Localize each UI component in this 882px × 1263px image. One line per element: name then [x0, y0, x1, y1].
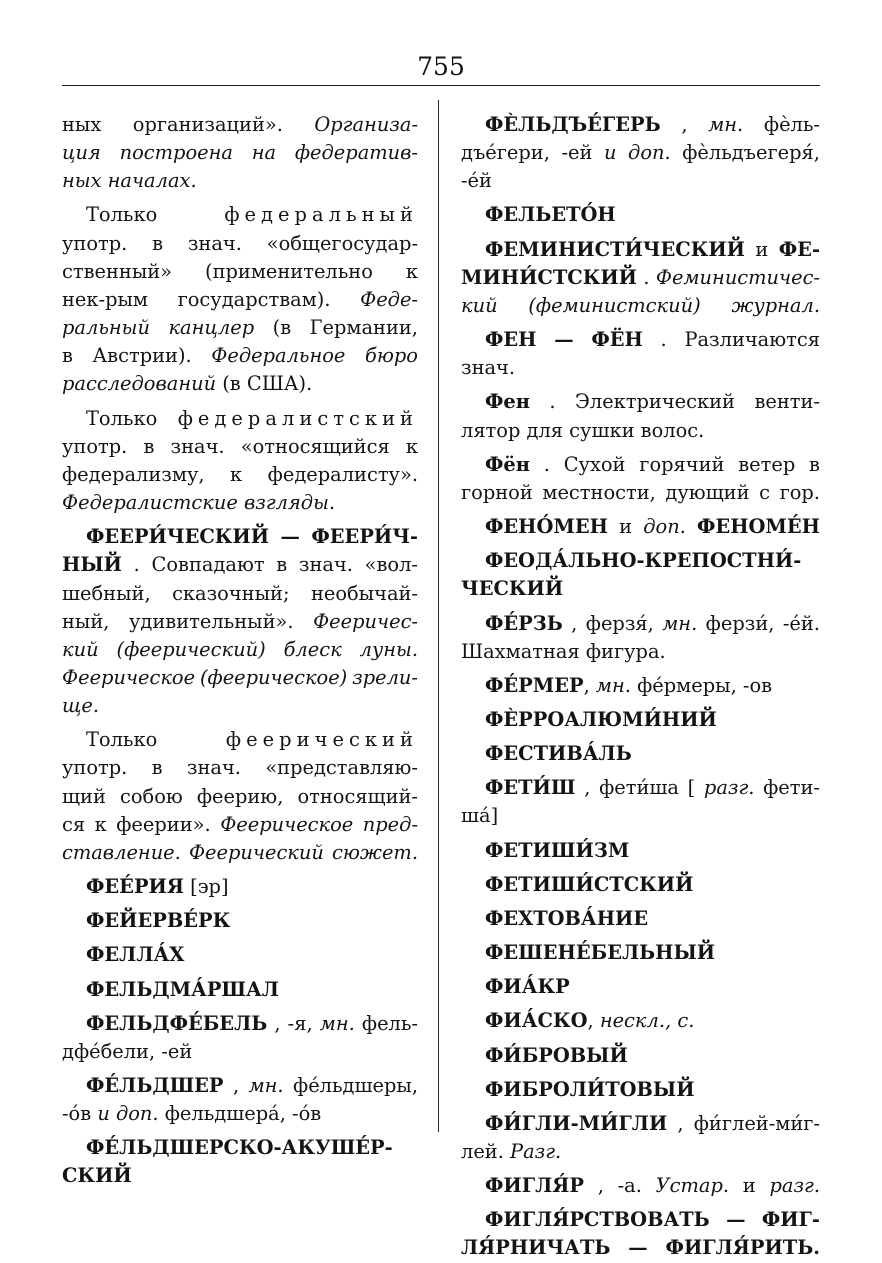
body-text: Электрический	[575, 390, 735, 414]
headword: ФЁН	[591, 328, 643, 352]
text-line	[461, 1172, 820, 1200]
italic-text: (феерическое)	[199, 665, 348, 689]
text-line	[461, 139, 820, 167]
body-text: «относящийся	[240, 434, 390, 458]
headword: МИНИ́СТСКИЙ	[461, 265, 638, 289]
headword: —	[628, 1236, 648, 1260]
italic-text: расследований	[62, 372, 217, 396]
text-line	[461, 264, 820, 292]
body-text: ,	[587, 1009, 600, 1033]
text-line	[62, 1072, 418, 1100]
text-line	[461, 837, 820, 865]
italic-text: нескл., с.	[599, 1009, 695, 1033]
text-line	[62, 370, 418, 398]
text-line	[461, 1042, 820, 1070]
body-text: «вол-	[364, 553, 418, 577]
text-line	[62, 314, 418, 342]
text-line	[461, 236, 820, 264]
body-text: организаций».	[132, 113, 283, 136]
body-text: фети́ша	[599, 776, 679, 800]
body-text: в	[152, 231, 164, 255]
body-text: с	[759, 480, 770, 504]
text-line	[461, 871, 820, 899]
spaced-text: федеральный	[224, 203, 418, 227]
headword: Фён	[485, 452, 530, 476]
headword: ФЕХТОВА́НИЕ	[485, 906, 649, 930]
body-text: ,	[584, 776, 591, 800]
body-text: Только	[86, 406, 158, 430]
headword: ФЕЛЬДМА́РШАЛ	[86, 977, 279, 1001]
text-line	[62, 907, 418, 935]
italic-text: (феминистский)	[528, 293, 701, 317]
spaced-text: федералистский	[177, 406, 418, 430]
text-line	[62, 167, 418, 195]
body-text: фи́глей-ми́г-	[693, 1111, 820, 1135]
italic-text: ных началах.	[62, 169, 197, 193]
text-line	[461, 354, 820, 382]
headword: ФЀРРОАЛЮМИ́НИЙ	[485, 707, 717, 731]
left-column	[62, 111, 418, 1191]
headword: ФЕ-	[778, 237, 820, 261]
headword: ФЀЛЬДЪЕ́ГЕРЬ	[485, 113, 661, 136]
body-text: Только	[86, 203, 158, 227]
body-text: -о́в	[62, 1102, 98, 1126]
italic-text: мн.	[708, 113, 744, 136]
body-text: .	[543, 452, 550, 476]
italic-text: ция	[62, 141, 101, 165]
italic-text: и доп.	[97, 1102, 159, 1126]
italic-text: Фееричес-	[313, 609, 418, 633]
text-line	[62, 1100, 418, 1128]
text-line	[461, 1076, 820, 1104]
italic-text: мн.	[595, 673, 631, 697]
italic-text: пред-	[362, 812, 418, 836]
text-line	[461, 740, 820, 768]
body-text: употр.	[62, 231, 128, 255]
italic-text: мн.	[248, 1074, 284, 1097]
body-text: венти-	[754, 390, 820, 414]
text-line	[62, 976, 418, 1004]
headword: ФЕ́РЗЬ	[485, 611, 563, 635]
headword: ФЕСТИВА́ЛЬ	[485, 742, 632, 766]
italic-text: блеск	[283, 637, 342, 661]
headword: ФЕ́ЛЬДШЕРСКО-АКУШЕ́Р-	[86, 1136, 393, 1160]
text-line	[62, 580, 418, 608]
text-line	[62, 342, 418, 370]
text-line	[461, 575, 820, 603]
headword: ФИГЛЯ́Р	[485, 1174, 584, 1198]
italic-text: Феде-	[360, 287, 418, 311]
body-text: гор.	[779, 480, 820, 504]
body-text: -я,	[287, 1011, 313, 1035]
headword: ФЕЛЛА́Х	[86, 943, 185, 967]
body-text: в	[809, 452, 820, 476]
text-line	[461, 1206, 820, 1234]
body-text: Только	[86, 728, 158, 752]
body-text: дфе́бели, -ей	[62, 1039, 193, 1063]
text-line	[62, 523, 418, 551]
page-number: 755	[417, 52, 465, 81]
body-text: лей.	[461, 1140, 511, 1163]
headword: ФЕЛЬДФЕ́БЕЛЬ	[86, 1011, 268, 1035]
text-line	[62, 461, 418, 489]
body-text: Различаются	[684, 328, 820, 352]
body-text: [	[687, 776, 696, 800]
text-line	[461, 939, 820, 967]
body-text: к	[405, 434, 418, 458]
text-line	[461, 111, 820, 139]
headword: —	[280, 525, 300, 549]
body-text: феерии».	[116, 812, 211, 836]
body-text: ,	[681, 113, 688, 136]
body-text: [эр]	[183, 875, 229, 899]
body-text: и	[619, 515, 633, 539]
headword: ФИ́ГЛИ-МИ́ГЛИ	[485, 1111, 668, 1135]
text-line	[461, 417, 820, 445]
text-line	[62, 664, 418, 692]
italic-text: (феерический)	[116, 637, 266, 661]
body-text: (в	[272, 316, 292, 340]
body-text: государствам).	[177, 287, 331, 311]
italic-text: Феерический	[188, 840, 324, 864]
italic-text: ральный	[62, 316, 150, 340]
text-line	[62, 489, 418, 517]
body-text: знач.	[298, 553, 353, 577]
body-text: щий	[62, 784, 106, 808]
text-line	[461, 802, 820, 830]
text-line	[62, 258, 418, 286]
italic-text: Феерическое	[62, 665, 196, 689]
italic-text: журнал.	[731, 293, 820, 317]
body-text: фе́льдшеры,	[293, 1074, 418, 1097]
body-text: горячий	[639, 452, 725, 476]
text-line	[461, 672, 820, 700]
text-line	[62, 726, 418, 754]
body-text: в	[151, 756, 163, 780]
body-text: необычай-	[310, 581, 418, 605]
body-text: дъе́гери,	[461, 141, 550, 165]
body-text: .	[643, 265, 650, 289]
right-column	[461, 111, 820, 1263]
headword: ФЕТИШИ́СТСКИЙ	[485, 872, 694, 896]
body-text: ферзя́,	[585, 611, 654, 635]
body-text: знач.	[170, 434, 225, 458]
text-line	[62, 230, 418, 258]
headword: Фен	[485, 390, 530, 414]
italic-text: мн.	[319, 1011, 355, 1035]
headword: ЧЕСКИЙ	[461, 577, 564, 601]
italic-text: Устар.	[655, 1174, 730, 1198]
headword: ФИГ-	[761, 1208, 820, 1232]
body-text: ,	[583, 673, 596, 697]
body-text: ,	[677, 1111, 684, 1135]
headword: ФИ́БРОВЫЙ	[485, 1043, 628, 1067]
text-line	[461, 1138, 820, 1166]
text-line	[461, 479, 820, 507]
spaced-text: феерический	[225, 728, 418, 752]
headword: ФЕОДА́ЛЬНО-КРЕПОСТНИ́-	[485, 549, 802, 573]
text-line	[461, 774, 820, 802]
text-line	[461, 167, 820, 195]
italic-text: зрели-	[352, 665, 418, 689]
text-line	[62, 139, 418, 167]
body-text: Германии,	[309, 316, 418, 340]
italic-text: канцлер	[168, 316, 255, 340]
body-text: к	[230, 462, 243, 486]
header-rule	[62, 85, 820, 86]
body-text: сказочный;	[172, 581, 290, 605]
headword: ФЕНО́МЕН	[485, 515, 608, 539]
text-line	[461, 451, 820, 479]
body-text: феерию,	[196, 784, 284, 808]
text-line	[62, 1010, 418, 1038]
headword: ФЕЕРИ́Ч-	[311, 525, 418, 549]
italic-text: на	[251, 141, 277, 165]
italic-text: сюжет.	[331, 840, 418, 864]
text-line	[62, 783, 418, 811]
text-line	[461, 388, 820, 416]
text-line	[62, 1038, 418, 1066]
headword: ФИБРОЛИ́ТОВЫЙ	[485, 1077, 695, 1101]
body-text: в	[143, 434, 155, 458]
italic-text: мн.	[662, 611, 698, 635]
body-text: в	[276, 553, 288, 577]
headword: ФИА́СКО	[485, 1009, 588, 1033]
text-line	[62, 608, 418, 636]
italic-text: разг.	[703, 776, 755, 800]
body-text: ный,	[62, 609, 110, 633]
headword: ФЕМИНИСТИ́ЧЕСКИЙ	[485, 237, 745, 261]
text-line	[461, 1007, 820, 1035]
text-line	[62, 201, 418, 229]
italic-text: Федеральное	[211, 344, 346, 368]
text-line	[461, 292, 820, 320]
headword: ФЕ́ЛЬДШЕР	[86, 1074, 224, 1097]
headword: —	[554, 328, 574, 352]
body-text: ,	[597, 1174, 604, 1198]
text-line	[62, 811, 418, 839]
headword: ФИГЛЯ́РИТЬ.	[665, 1236, 820, 1260]
italic-text: построена	[119, 141, 233, 165]
body-text: ветер	[738, 452, 796, 476]
text-line	[62, 1134, 418, 1162]
text-line	[461, 326, 820, 354]
body-text: ся	[62, 812, 86, 836]
body-text: в	[62, 344, 73, 368]
body-text: употр.	[62, 756, 128, 780]
body-text: ша́]	[461, 804, 499, 828]
body-text: относящий-	[297, 784, 418, 808]
body-text: ,	[232, 1074, 240, 1097]
body-text: Совпадают	[151, 553, 265, 577]
body-text: знач.	[187, 231, 242, 255]
body-text: фельдшера́, -о́в	[158, 1102, 322, 1126]
text-line	[62, 405, 418, 433]
text-line	[461, 201, 820, 229]
body-text: .	[549, 390, 556, 414]
text-line	[461, 1234, 820, 1262]
italic-text: кий	[62, 637, 99, 661]
body-text: горной	[461, 480, 533, 504]
body-text: удивительный».	[129, 609, 294, 633]
italic-text: Феминистичес-	[655, 265, 820, 289]
body-text: «представляю-	[265, 756, 418, 780]
body-text: .	[133, 553, 140, 577]
body-text: нек-рым	[62, 287, 148, 311]
headword: ФИА́КР	[485, 975, 570, 999]
body-text: федералисту».	[267, 462, 418, 486]
text-line	[62, 636, 418, 664]
body-text: фе́рмеры, -ов	[630, 673, 773, 697]
body-text: ственный»	[62, 259, 173, 283]
headword: ФЕЙЕРВЕ́РК	[86, 909, 231, 933]
headword: НЫЙ	[62, 553, 122, 577]
italic-text: ще.	[62, 694, 100, 718]
italic-text: разг.	[769, 1174, 820, 1198]
body-text: Шахматная фигура.	[461, 639, 666, 663]
text-line	[461, 706, 820, 734]
text-line	[62, 1162, 418, 1190]
body-text: Сухой	[563, 452, 626, 476]
italic-text: кий	[461, 293, 498, 317]
body-text: знач.	[461, 356, 516, 380]
headword: ФИГЛЯ́РСТВОВАТЬ	[485, 1208, 710, 1232]
body-text: местности,	[542, 480, 656, 504]
body-text: лятор для сушки волос.	[461, 418, 705, 442]
italic-text: Федералистские взгляды.	[62, 491, 336, 515]
body-text: и	[755, 237, 769, 261]
headword: ФЕН	[485, 328, 537, 352]
column-divider	[438, 100, 439, 1132]
italic-text: луны.	[359, 637, 418, 661]
body-text: и	[742, 1174, 756, 1198]
body-text: фети-	[763, 776, 820, 800]
body-text: к	[405, 259, 418, 283]
body-text: «общегосудар-	[266, 231, 418, 255]
headword: ФЕЕРИ́ЧЕСКИЙ	[86, 525, 270, 549]
headword: СКИЙ	[62, 1164, 132, 1188]
body-text: (в США).	[216, 372, 313, 396]
body-text: собою	[119, 784, 183, 808]
headword: ФЕЛЬЕТО́Н	[485, 203, 616, 227]
body-text: ,	[571, 611, 578, 635]
text-line	[461, 1110, 820, 1138]
body-text: употр.	[62, 434, 128, 458]
body-text: знач.	[186, 756, 241, 780]
text-line	[62, 286, 418, 314]
body-text: -ей	[561, 141, 593, 165]
italic-text: Разг.	[510, 1140, 562, 1163]
body-text: -е́й	[461, 169, 492, 193]
headword: ЛЯ́РНИЧАТЬ	[461, 1236, 611, 1260]
text-line	[62, 551, 418, 579]
headword: ФЕНОМЕ́Н	[697, 515, 820, 539]
body-text: фѐльдъегеря́,	[682, 141, 820, 165]
body-text: федерализму,	[62, 462, 205, 486]
text-line	[461, 973, 820, 1001]
body-text: ных	[62, 113, 102, 136]
body-text: .	[660, 328, 667, 352]
italic-text: доп.	[643, 515, 686, 539]
italic-text: и	[603, 141, 617, 165]
italic-text: федератив-	[294, 141, 418, 165]
text-line	[62, 873, 418, 901]
body-text: -е́й.	[782, 611, 820, 635]
text-line	[461, 905, 820, 933]
text-line	[461, 610, 820, 638]
headword: ФЕЕ́РИЯ	[86, 875, 184, 899]
headword: ФЕШЕНЕ́БЕЛЬНЫЙ	[485, 941, 716, 965]
body-text: ,	[274, 1011, 281, 1035]
body-text: к	[94, 812, 107, 836]
body-text: дующий	[665, 480, 750, 504]
body-text: фель-	[361, 1011, 418, 1035]
body-text: ферзи́,	[705, 611, 775, 635]
text-line	[461, 638, 820, 666]
text-line	[461, 547, 820, 575]
italic-text: Феерическое	[220, 812, 354, 836]
text-line	[62, 692, 418, 720]
italic-text: ставление.	[62, 840, 181, 864]
headword: ФЕТИ́Ш	[485, 776, 576, 800]
body-text: фѐль-	[763, 113, 820, 136]
text-line	[461, 513, 820, 541]
italic-text: доп.	[628, 141, 671, 165]
italic-text: бюро	[364, 344, 418, 368]
headword: —	[726, 1208, 746, 1232]
body-text: (применительно	[205, 259, 373, 283]
text-line	[62, 839, 418, 867]
text-line	[62, 941, 418, 969]
italic-text: Организа-	[314, 113, 418, 136]
body-text: шебный,	[62, 581, 151, 605]
headword: ФЕ́РМЕР	[485, 673, 584, 697]
body-text: -а.	[617, 1174, 642, 1198]
text-line	[62, 754, 418, 782]
text-line	[62, 433, 418, 461]
body-text: Австрии).	[92, 344, 192, 368]
headword: ФЕТИШИ́ЗМ	[485, 838, 630, 862]
text-line	[62, 111, 418, 139]
